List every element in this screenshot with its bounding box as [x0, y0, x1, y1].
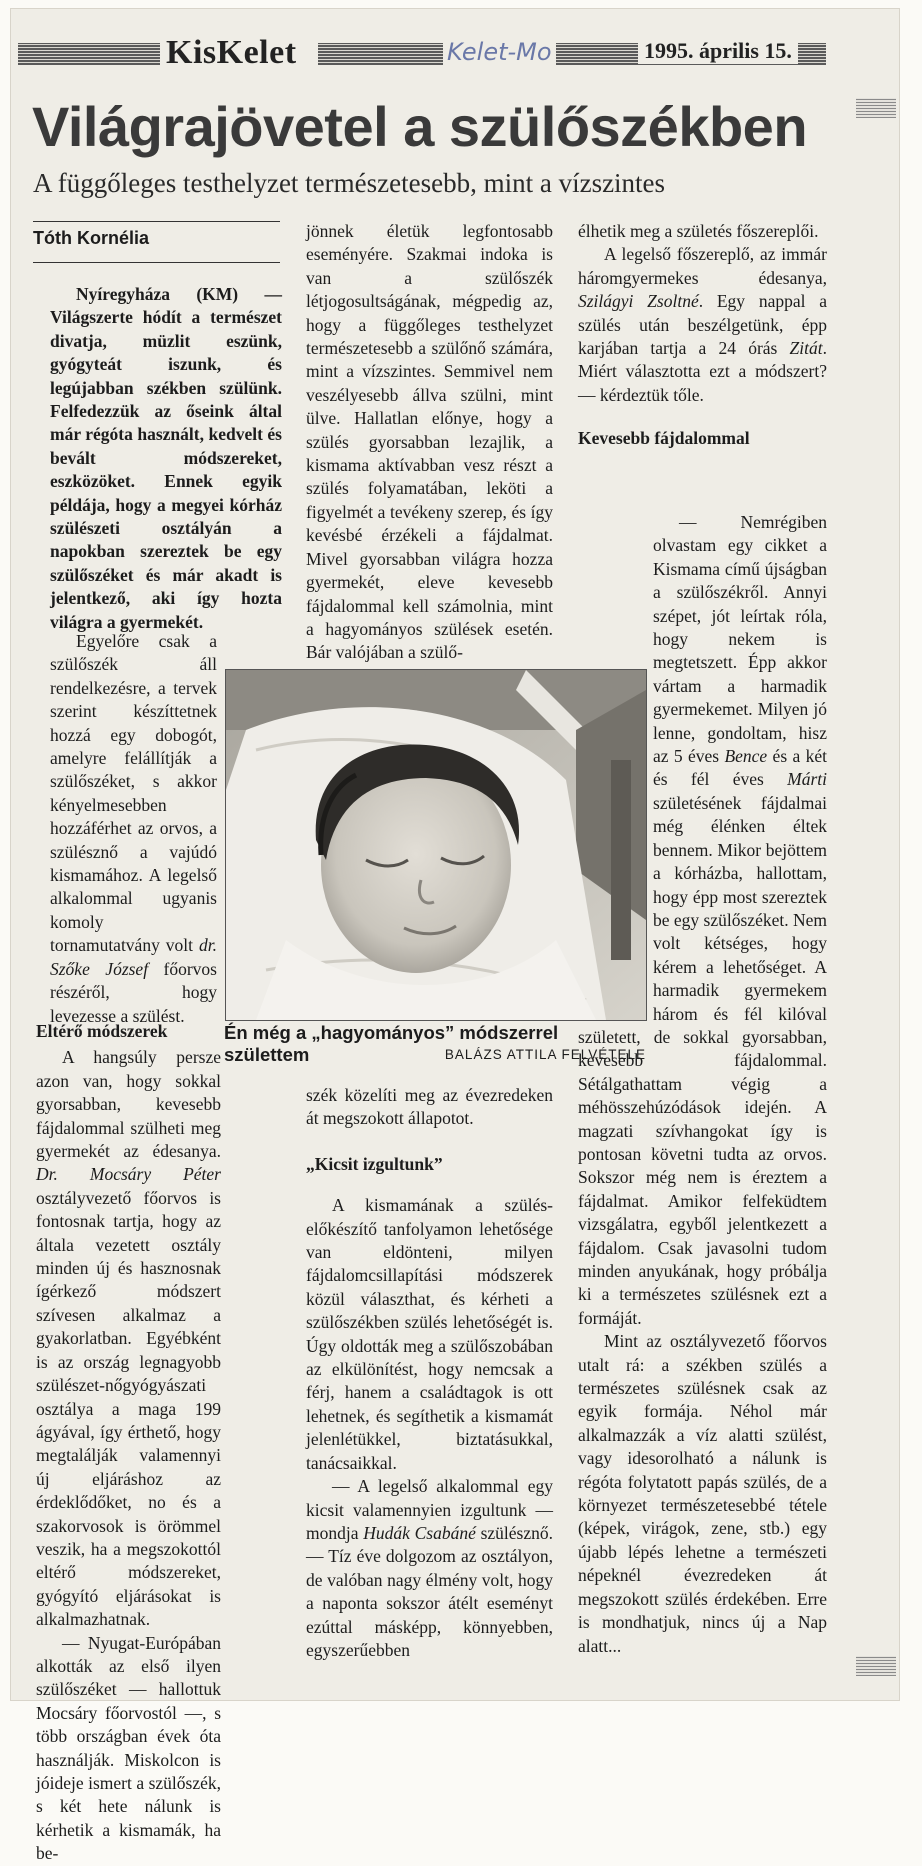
headline: Világrajövetel a szülőszékben — [32, 95, 808, 158]
name-zita: Zitát — [789, 338, 823, 359]
paragraph-kismamanak: A kismamának a szülés-előkészítő tanfolyamon lehetősége van eldönteni, milyen fájdalomcsillapítási módszerek közül választhat, és kérheti a szülőszékben szülés lehetőségét is. Úgy oldották meg a szülőszobában az elkülönítést, hogy nemcsak a férj, hanem a családtagok is ott lehetnek, és segíthetik a kismamát jelenlétükkel, biztatásukkal, tanácsaikkal. — [306, 1195, 553, 1473]
name-hudak: Hudák Csabáné — [363, 1522, 476, 1543]
column-2-lower — [306, 1084, 553, 1662]
paragraph-szek: szék közelíti meg az évezredeken át megszokott állapotot. — [306, 1085, 553, 1129]
column-3-upper — [578, 220, 827, 469]
subtitle: A függőleges testhelyzet természetesebb, mint a vízszintes — [33, 168, 666, 198]
issue-date: 1995. április 15. — [638, 38, 798, 64]
masthead-rule-left — [18, 43, 160, 65]
name-szoke: dr. Szőke József — [50, 935, 217, 979]
baby-photo — [225, 669, 647, 1021]
edge-mark-top — [856, 98, 896, 118]
heading-eltero: Eltérő módszerek — [36, 1021, 168, 1041]
paragraph-jonnek: jönnek életük legfontosabb eseményére. Szakmai indoka is van a szülőszék létjogosultságának, mégpedig az, hogy a függőleges testhelyzet természetesebb a szülőnő számára, mint a vízszintes. Semmivel nem veszélyesebb állva szülni, mint ülve. Hallatlan előnye, hogy a szülés gyorsabban lezajlik, a kismama aktívabban vesz részt a szülés folyamatában, leköti a figyelmét a tevékeny szerep, és így kevésbé érzékeli a fájdalmat. Mivel gyorsabban világra hozza gyermekét, eleve kevesebb fájdalommal kell számolnia, mint a hagyományos szülések esetén. Bár valójában a szülő- — [306, 221, 553, 663]
column-1-lead — [50, 283, 282, 634]
edge-mark-bottom — [856, 1656, 896, 1676]
paragraph-osztalyvezeto: Mint az osztályvezető főorvos utalt rá: a székben szülés a természetes szülésnek csak az egyik formája. Néhol már alkalmazzák a víz alatti szülést, vagy idesorolható a nálunk is régóta folytatott papás szülés, de a környezet természetesebbé tétele (képek, virágok, zene, stb.) egy újabb lépés lehetne a természeti népeknél évezredeken át megszokott szülés érdekében. Erre is mondhatjuk, nincs új a Nap alatt... — [578, 1331, 827, 1656]
newborn-image — [226, 670, 646, 1020]
heading-kevesebb: Kevesebb fájdalommal — [578, 428, 750, 449]
paragraph-dobogo: Egyelőre csak a szülőszék áll rendelkezésre, a tervek szerint készíttetnek hozzá egy dobogót, amelyre felállítják a szülőszéket, s akkor kényelmesebben hozzáférhet az orvos, a szülésznő a vajúdó kismamához. A legelső alkalommal ugyanis komoly tornamutatvány volt dr. Szőke József főorvos részéről, hogy levezesse a szülést. — [50, 631, 217, 1026]
photo-caption — [224, 1022, 646, 1066]
name-marti: Márti — [787, 769, 827, 790]
column-1-upper — [50, 630, 217, 1028]
handwritten-note: Kelet-Mo — [443, 38, 556, 66]
paragraph-elhetik: élhetik meg a születés főszereplői. — [578, 221, 819, 241]
paragraph-nemregiben: — Nemrégiben olvastam egy cikket a Kismama című újságban a szülőszékről. Annyi szépet, jót leírtak róla, hogy nekem is megtetszett. Épp akkor vártam a harmadik gyermekemet. Milyen jó lenne, gondoltam, hisz az 5 éves Bence és a két és fél éves Márti születésének fájdalmai még élénken éltek bennem. Mikor bejöttem a kórházba, hallottam, hogy épp most szereztek be egy szülőszéket. Nem volt kétséges, hogy kérem a lehetőséget. A harmadik gyermekem három és fél kilóval született, de sokkal gyorsabban, kevesebb fájdalommal. Sétálgathattam végig a méhösszehúzódások idején. A magzati szívhangokat így is pontosan követni tudta az orvos. Sokszor még nem is éreztem a fájdalmat. Amikor felfeküdtem vizsgálatra, egyből jelentkezett a fájdalom. Csak javasolni tudom minden anyukának, hogy próbálja ki a természetes szülésnek ezt a formáját. — [578, 512, 827, 1328]
masthead — [18, 36, 826, 74]
paragraph-hangsuly: A hangsúly persze azon van, hogy sokkal gyorsabban, kevesebb fájdalommal szülheti meg gyermekét az édesanya. Dr. Mocsáry Péter osztályvezető főorvos is fontosnak tartja, hogy az általa vezetett osztály minden új és hasznosnak ígérkező módszert szívesen alkalmaz a gyakorlatban. Egyébként is az ország legnagyobb szülészet-nőgyógyászati osztálya a maga 199 ágyával, így érthető, hogy megtalálják valamennyi új eljáráshoz az érdeklődőket, no és a szakorvosok is örömmel veszik, ha a megszokottól eltérő módszereket, gyógyító eljárásokat is alkalmazhatnak. — [36, 1047, 221, 1630]
name-szilagyi: Szilágyi Zsoltné — [578, 291, 699, 312]
byline-rule-top — [33, 221, 280, 222]
paragraph-foszereplo: A legelső főszereplő, az immár háromgyermekes édesanya, Szilágyi Zsoltné. Egy nappal a szülés után beszélgetünk, épp karjában tartja a 24 órás Zitát. Miért választotta ezt a módszert? — kérdeztük tőle. — [578, 244, 827, 405]
caption-text: Én még a „hagyományos” módszerrel születtem — [224, 1022, 559, 1065]
column-1-lower — [36, 1020, 221, 1866]
lead-paragraph: Nyíregyháza (KM) — Világszerte hódít a természet divatja, müzlit eszünk, gyógyteát iszunk, és legújabban székben szülünk. Felfedezzük az őseink által már régóta használt, kedvelt és bevált módszereket, eszközöket. Ennek egyik példája, hogy a megyei kórház szülészeti osztályán a napokban szereztek be egy szülőszéket és már akadt is jelentkező, aki így hozta világra a gyermekét. — [50, 284, 282, 632]
byline-rule-bottom — [33, 262, 280, 263]
paragraph-nyugat: — Nyugat-Európában alkották az első ilyen szülőszéket — hallottuk Mocsáry főorvostól —, s több országban évek óta használják. Miskolcon is jóideje ismert a szülőszék, s két hete nálunk is kérhetik a kismamák, ha be- — [36, 1632, 221, 1864]
heading-izgultunk: „Kicsit izgultunk” — [306, 1153, 443, 1174]
byline: Tóth Kornélia — [33, 228, 149, 248]
paper-name: KisKelet — [160, 34, 303, 72]
name-bence: Bence — [724, 746, 768, 767]
column-2-upper — [306, 220, 553, 665]
name-mocsary: Dr. Mocsáry Péter — [36, 1164, 221, 1185]
photo-credit: BALÁZS ATTILA FELVÉTELE — [444, 1047, 646, 1062]
paragraph-legelso: — A legelső alkalommal egy kicsit valamennyien izgultunk — mondja Hudák Csabáné szülésznő. — Tíz éve dolgozom az osztályon, de valóban nagy élmény volt, hogy a naponta sokszor átélt eseményt ezúttal másképp, könnyebben, egyszerűebben — [306, 1476, 553, 1660]
